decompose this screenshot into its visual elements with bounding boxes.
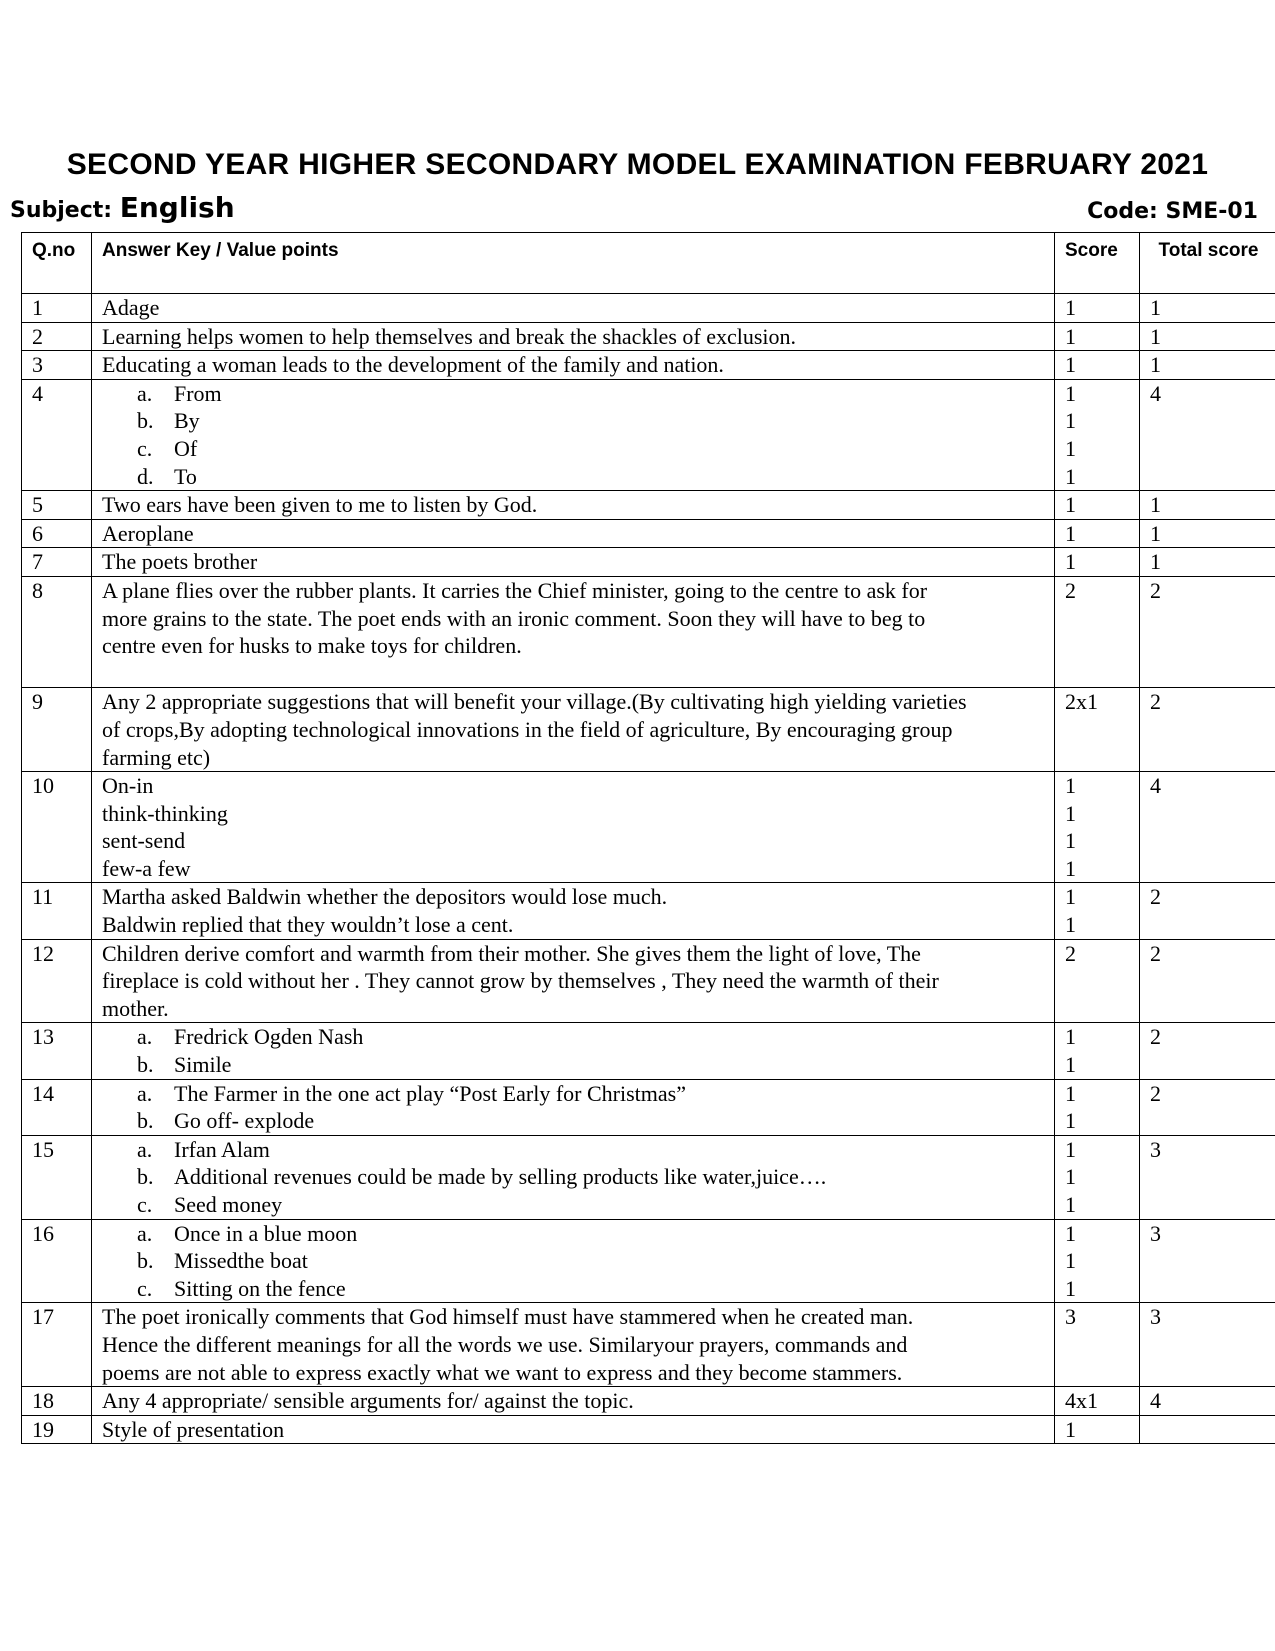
total-score: 1 — [1140, 491, 1275, 520]
table-row — [22, 939, 1275, 1023]
sub-answer — [102, 1275, 1046, 1303]
score-value: 3 — [1065, 1304, 1076, 1330]
answer-line: The poets brother — [102, 549, 258, 575]
answer-line: Any 2 appropriate suggestions that will benefit your village.(By cultivating high yielding varieties — [102, 689, 967, 715]
total-score: 1 — [1140, 548, 1275, 577]
answer-line: centre even for husks to make toys for children. — [102, 633, 522, 659]
score-cell — [1055, 688, 1140, 772]
score-cell — [1055, 322, 1140, 351]
sub-answer-text: Simile — [174, 1052, 232, 1078]
sub-answer — [102, 463, 1046, 491]
answer-cell — [92, 1023, 1055, 1079]
sub-answer-text: From — [174, 380, 222, 406]
answer-line: On-in — [102, 773, 154, 799]
table-row — [22, 519, 1275, 548]
score-value: 1 — [1065, 295, 1076, 320]
total-score: 2 — [1140, 1079, 1275, 1135]
answer-line: Hence the different meanings for all the words we use. Similaryour prayers, commands and — [102, 1331, 908, 1357]
answer-cell — [92, 1079, 1055, 1135]
question-number: 15 — [22, 1135, 92, 1219]
question-number: 8 — [22, 576, 92, 687]
sub-answer — [102, 1080, 1046, 1108]
answer-cell — [92, 939, 1055, 1023]
score-value: 1 — [1065, 1136, 1076, 1162]
answer-line: Adage — [102, 295, 160, 320]
table-row — [22, 379, 1275, 490]
header-total: Total score — [1140, 233, 1275, 294]
score-cell — [1055, 1303, 1140, 1387]
total-score: 1 — [1140, 294, 1275, 323]
answer-line — [102, 660, 1046, 688]
score-value: 1 — [1065, 1108, 1076, 1134]
table-row — [22, 1023, 1275, 1079]
header-answer: Answer Key / Value points — [92, 233, 1055, 294]
answer-line: sent-send — [102, 828, 186, 854]
score-cell — [1055, 351, 1140, 380]
sub-answer-text: Fredrick Ogden Nash — [174, 1024, 364, 1050]
sub-answer-label: a. — [137, 1080, 153, 1106]
answer-line: think-thinking — [102, 800, 228, 826]
subject-label: Subject: — [10, 198, 113, 223]
score-value: 1 — [1065, 549, 1076, 575]
sub-answer-label: b. — [137, 1052, 154, 1078]
score-value: 1 — [1065, 1248, 1076, 1274]
question-number: 13 — [22, 1023, 92, 1079]
answer-line: A plane flies over the rubber plants. It carries the Chief minister, going to the centre to ask for — [102, 577, 928, 603]
score-value: 1 — [1065, 1192, 1076, 1217]
score-value: 1 — [1065, 520, 1076, 546]
answer-line: Learning helps women to help themselves and break the shackles of exclusion. — [102, 323, 797, 349]
score-value: 1 — [1065, 855, 1076, 881]
score-value: 1 — [1065, 1275, 1076, 1301]
score-value: 1 — [1065, 435, 1076, 461]
score-value: 1 — [1065, 323, 1076, 349]
total-score: 1 — [1140, 519, 1275, 548]
sub-answer — [102, 1136, 1046, 1164]
score-value: 1 — [1065, 492, 1076, 518]
sub-answer-label: c. — [137, 1192, 153, 1217]
question-number: 18 — [22, 1387, 92, 1416]
total-score: 1 — [1140, 351, 1275, 380]
total-score: 3 — [1140, 1135, 1275, 1219]
sub-answer-label: c. — [137, 435, 153, 461]
total-score: 2 — [1140, 883, 1275, 939]
total-score — [1140, 1415, 1275, 1444]
sub-answer-label: b. — [137, 1164, 154, 1190]
sub-answer-text: Irfan Alam — [174, 1136, 270, 1162]
sub-answer — [102, 407, 1046, 435]
answer-line: farming etc) — [102, 744, 211, 770]
total-score: 3 — [1140, 1219, 1275, 1303]
score-value: 1 — [1065, 800, 1076, 826]
total-score: 3 — [1140, 1303, 1275, 1387]
answer-cell — [92, 1303, 1055, 1387]
sub-answer-text: By — [174, 408, 200, 434]
score-cell — [1055, 1415, 1140, 1444]
answer-cell — [92, 772, 1055, 883]
score-value: 1 — [1065, 1416, 1076, 1442]
answer-cell — [92, 1219, 1055, 1303]
score-value: 1 — [1065, 773, 1076, 799]
table-row — [22, 1387, 1275, 1416]
table-row — [22, 576, 1275, 687]
sub-answer-text: Once in a blue moon — [174, 1220, 358, 1246]
exam-title: SECOND YEAR HIGHER SECONDARY MODEL EXAMINATION FEBRUARY 2021 — [66, 148, 1209, 181]
exam-code: Code: SME-01 — [1087, 199, 1258, 224]
score-cell — [1055, 548, 1140, 577]
sub-answer-text: Additional revenues could be made by selling products like water,juice…. — [174, 1164, 827, 1190]
sub-answer — [102, 435, 1046, 463]
answer-line: Educating a woman leads to the development of the family and nation. — [102, 352, 724, 378]
table-row — [22, 491, 1275, 520]
answer-cell — [92, 379, 1055, 490]
total-score: 1 — [1140, 322, 1275, 351]
subject-value: English — [119, 191, 235, 224]
score-value: 1 — [1065, 1024, 1076, 1050]
answer-key-table — [21, 232, 1275, 1444]
score-value: 2 — [1065, 940, 1076, 966]
sub-answer-label: a. — [137, 380, 153, 406]
answer-line: Aeroplane — [102, 520, 194, 546]
sub-answer-label: b. — [137, 1248, 154, 1274]
score-value: 1 — [1065, 380, 1076, 406]
answer-line: Martha asked Baldwin whether the depositors would lose much. — [102, 884, 668, 910]
answer-line: of crops,By adopting technological innovations in the field of agriculture, By encouraging group — [102, 716, 953, 742]
score-value: 1 — [1065, 463, 1076, 489]
sub-answer-label: b. — [137, 408, 154, 434]
answer-line: Children derive comfort and warmth from their mother. She gives them the light of love, The — [102, 940, 921, 966]
sub-answer — [102, 1163, 1046, 1191]
header-score: Score — [1055, 233, 1140, 294]
score-cell — [1055, 1135, 1140, 1219]
score-cell — [1055, 883, 1140, 939]
score-cell — [1055, 1079, 1140, 1135]
sub-answer-text: Of — [174, 435, 198, 461]
table-row — [22, 351, 1275, 380]
answer-cell — [92, 491, 1055, 520]
table-row — [22, 688, 1275, 772]
table-row — [22, 1079, 1275, 1135]
question-number: 17 — [22, 1303, 92, 1387]
answer-cell — [92, 1135, 1055, 1219]
question-number: 11 — [22, 883, 92, 939]
question-number: 19 — [22, 1415, 92, 1444]
sub-answer-text: The Farmer in the one act play “Post Early for Christmas” — [174, 1080, 686, 1106]
score-cell — [1055, 379, 1140, 490]
question-number: 16 — [22, 1219, 92, 1303]
score-value: 1 — [1065, 1080, 1076, 1106]
total-score: 2 — [1140, 1023, 1275, 1079]
question-number: 12 — [22, 939, 92, 1023]
sub-answer — [102, 1051, 1046, 1079]
header-qno: Q.no — [22, 233, 92, 294]
answer-cell — [92, 351, 1055, 380]
answer-cell — [92, 322, 1055, 351]
answer-cell — [92, 519, 1055, 548]
score-cell — [1055, 1387, 1140, 1416]
question-number: 1 — [22, 294, 92, 323]
answer-cell — [92, 548, 1055, 577]
table-row — [22, 1219, 1275, 1303]
question-number: 6 — [22, 519, 92, 548]
total-score: 4 — [1140, 772, 1275, 883]
subject — [10, 191, 235, 224]
question-number: 4 — [22, 379, 92, 490]
total-score: 2 — [1140, 688, 1275, 772]
sub-answer — [102, 1107, 1046, 1135]
sub-answer-label: a. — [137, 1220, 153, 1246]
score-value: 2x1 — [1065, 689, 1098, 715]
sub-answer-label: b. — [137, 1108, 154, 1134]
question-number: 10 — [22, 772, 92, 883]
table-row — [22, 548, 1275, 577]
score-value: 1 — [1065, 1052, 1076, 1078]
sub-answer-label: d. — [137, 463, 154, 489]
score-value: 4x1 — [1065, 1388, 1098, 1414]
table-row — [22, 1415, 1275, 1444]
score-cell — [1055, 1219, 1140, 1303]
sub-answer-text: To — [174, 463, 197, 489]
score-cell — [1055, 772, 1140, 883]
sub-answer-text: Missedthe boat — [174, 1248, 308, 1274]
sub-answer — [102, 1247, 1046, 1275]
answer-line: Style of presentation — [102, 1416, 285, 1442]
answer-line: mother. — [102, 995, 169, 1021]
answer-line: Any 4 appropriate/ sensible arguments for/ against the topic. — [102, 1388, 634, 1414]
score-cell — [1055, 1023, 1140, 1079]
question-number: 14 — [22, 1079, 92, 1135]
sub-answer-text: Seed money — [174, 1192, 283, 1217]
table-body — [22, 294, 1275, 1444]
answer-cell — [92, 688, 1055, 772]
answer-line: fireplace is cold without her . They cannot grow by themselves , They need the warmth of their — [102, 968, 939, 994]
answer-cell — [92, 1415, 1055, 1444]
score-value: 1 — [1065, 884, 1076, 910]
sub-answer — [102, 380, 1046, 408]
answer-cell — [92, 883, 1055, 939]
table-row — [22, 322, 1275, 351]
question-number: 7 — [22, 548, 92, 577]
answer-cell — [92, 576, 1055, 687]
score-cell — [1055, 491, 1140, 520]
question-number: 5 — [22, 491, 92, 520]
question-number: 3 — [22, 351, 92, 380]
sub-answer — [102, 1191, 1046, 1219]
answer-line: poems are not able to express exactly what we want to express and they become stammers. — [102, 1359, 903, 1385]
answer-line: more grains to the state. The poet ends with an ironic comment. Soon they will have to beg to — [102, 605, 926, 631]
answer-line: Two ears have been given to me to listen by God. — [102, 492, 538, 518]
score-cell — [1055, 294, 1140, 323]
header-row — [22, 233, 1275, 294]
score-value: 1 — [1065, 352, 1076, 378]
total-score: 4 — [1140, 1387, 1275, 1416]
sub-answer-label: a. — [137, 1024, 153, 1050]
score-value: 1 — [1065, 1164, 1076, 1190]
sub-answer-label: c. — [137, 1275, 153, 1301]
table-row — [22, 294, 1275, 323]
total-score: 2 — [1140, 939, 1275, 1023]
answer-cell — [92, 294, 1055, 323]
score-cell — [1055, 939, 1140, 1023]
sub-answer-text: Sitting on the fence — [174, 1275, 346, 1301]
answer-line: Baldwin replied that they wouldn’t lose a cent. — [102, 912, 514, 938]
answer-line: few-a few — [102, 855, 191, 881]
table-row — [22, 883, 1275, 939]
answer-cell — [92, 1387, 1055, 1416]
table-row — [22, 1303, 1275, 1387]
table-row — [22, 1135, 1275, 1219]
subject-line — [10, 190, 1258, 230]
question-number: 9 — [22, 688, 92, 772]
total-score: 4 — [1140, 379, 1275, 490]
total-score: 2 — [1140, 576, 1275, 687]
sub-answer-text: Go off- explode — [174, 1108, 315, 1134]
sub-answer — [102, 1220, 1046, 1248]
answer-line: The poet ironically comments that God himself must have stammered when he created man. — [102, 1304, 914, 1330]
table-row — [22, 772, 1275, 883]
score-value: 2 — [1065, 577, 1076, 603]
sub-answer-label: a. — [137, 1136, 153, 1162]
question-number: 2 — [22, 322, 92, 351]
score-cell — [1055, 519, 1140, 548]
score-value: 1 — [1065, 408, 1076, 434]
score-value: 1 — [1065, 912, 1076, 938]
score-cell — [1055, 576, 1140, 687]
score-value: 1 — [1065, 828, 1076, 854]
sub-answer — [102, 1023, 1046, 1051]
score-value: 1 — [1065, 1220, 1076, 1246]
